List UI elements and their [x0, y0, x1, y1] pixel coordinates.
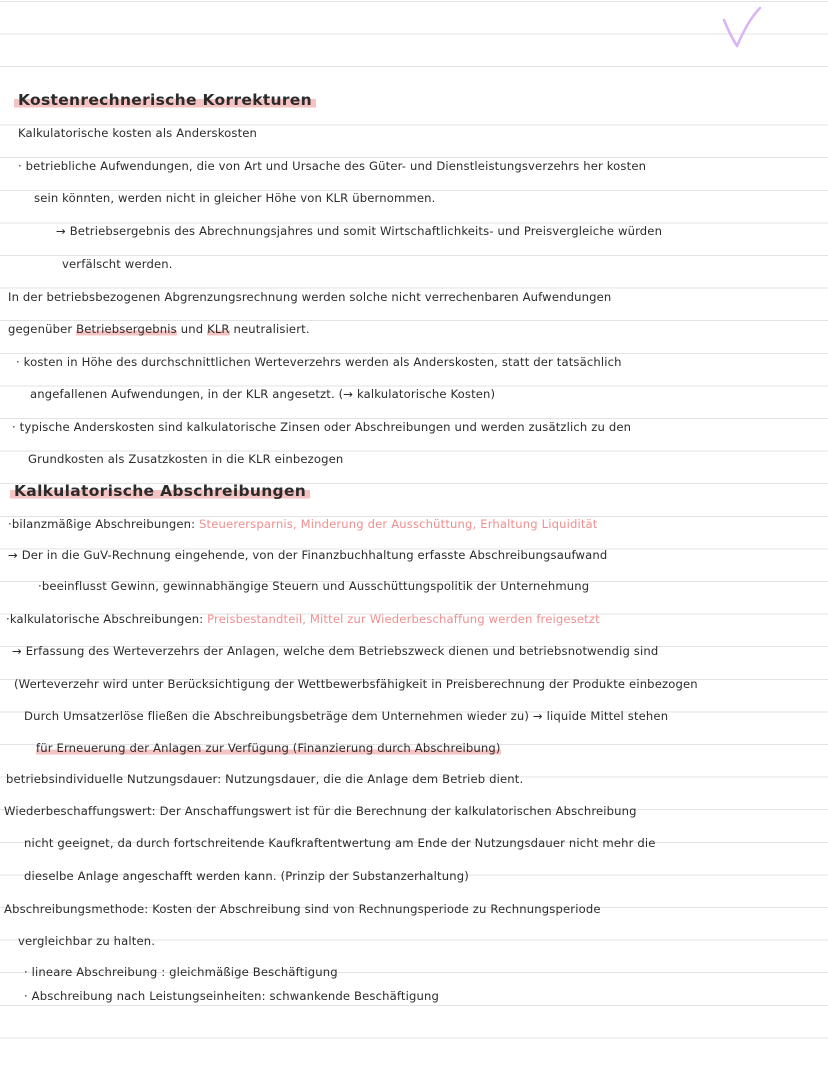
- p1-underline-2: KLR: [207, 322, 230, 336]
- kalk-line-1: → Erfassung des Werteverzehrs der Anlagen, welche dem Betriebszweck dienen und betriebsnotwendig sind: [12, 644, 659, 658]
- section-title-text: Kalkulatorische Abschreibungen: [10, 482, 310, 500]
- abschreibungsmethode-text: Kosten der Abschreibung sind von Rechnungsperiode zu Rechnungsperiode: [152, 902, 601, 916]
- kalk-line: [6, 611, 600, 627]
- wiederbeschaffung-line-2: nicht geeignet, da durch fortschreitende Kaufkraftentwertung am Ende der Nutzungsdauer nicht mehr die: [24, 836, 656, 850]
- wiederbeschaffung-label: Wiederbeschaffungswert:: [4, 804, 156, 818]
- page-title: [14, 90, 316, 110]
- leistung-bullet: · Abschreibung nach Leistungseinheiten: schwankende Beschäftigung: [24, 989, 439, 1003]
- section-title-abschreibungen: [10, 481, 310, 501]
- bilanz-line: [8, 516, 597, 532]
- kalk-line-4: [36, 740, 501, 756]
- kalk-label: ·kalkulatorische Abschreibungen:: [6, 612, 204, 626]
- kalk-line-4-text: für Erneuerung der Anlagen zur Verfügung (Finanzierung durch Abschreibung): [36, 741, 501, 755]
- bullet-1-line-2: sein könnten, werden nicht in gleicher Höhe von KLR übernommen.: [34, 191, 436, 205]
- check-mark-icon: [718, 4, 764, 50]
- bullet-1-line-1: · betriebliche Aufwendungen, die von Art und Ursache des Güter- und Dienstleistungsverzehrs her kosten: [18, 159, 647, 173]
- paragraph-1-line-1: In der betriebsbezogenen Abgrenzungsrechnung werden solche nicht verrechenbaren Aufwendungen: [8, 290, 612, 304]
- bullet-1-arrow-line-1: → Betriebsergebnis des Abrechnungsjahres und somit Wirtschaftlichkeits- und Preisvergleiche würden: [56, 224, 663, 238]
- p1-post: neutralisiert.: [233, 322, 310, 336]
- abschreibungsmethode-line-2: vergleichbar zu halten.: [18, 934, 156, 948]
- nutzungsdauer-label: betriebsindividuelle Nutzungsdauer:: [6, 772, 222, 786]
- section-heading-anderskosten: Kalkulatorische kosten als Anderskosten: [18, 126, 258, 140]
- bullet-3-line-1: · typische Anderskosten sind kalkulatorische Zinsen oder Abschreibungen und werden zusätzlich zu den: [12, 420, 632, 434]
- p1-underline-1: Betriebsergebnis: [76, 322, 177, 336]
- bullet-3-line-2: Grundkosten als Zusatzkosten in die KLR einbezogen: [28, 452, 344, 466]
- linear-bullet: · lineare Abschreibung : gleichmäßige Beschäftigung: [24, 965, 338, 979]
- bilanz-sub-line: ·beeinflusst Gewinn, gewinnabhängige Steuern und Ausschüttungspolitik der Unternehmung: [38, 579, 590, 593]
- p1-mid: und: [180, 322, 204, 336]
- bilanz-pink-text: Steuerersparnis, Minderung der Ausschüttung, Erhaltung Liquidität: [199, 517, 598, 531]
- kalk-pink-text: Preisbestandteil, Mittel zur Wiederbeschaffung werden freigesetzt: [207, 612, 600, 626]
- abschreibungsmethode-label: Abschreibungsmethode:: [4, 902, 149, 916]
- wiederbeschaffung-line-1: [4, 803, 637, 819]
- nutzungsdauer-line: [6, 771, 523, 787]
- kalk-line-2: (Werteverzehr wird unter Berücksichtigung der Wettbewerbsfähigkeit in Preisberechnung der Produkte einbezogen: [14, 677, 698, 691]
- bullet-2-line-2: angefallenen Aufwendungen, in der KLR angesetzt. (→ kalkulatorische Kosten): [30, 387, 496, 401]
- bilanz-arrow-line: → Der in die GuV-Rechnung eingehende, von der Finanzbuchhaltung erfasste Abschreibungsaufwand: [8, 548, 608, 562]
- p1-pre: gegenüber: [8, 322, 73, 336]
- abschreibungsmethode-line-1: [4, 901, 601, 917]
- kalk-line-3: Durch Umsatzerlöse fließen die Abschreibungsbeträge dem Unternehmen wieder zu) → liquide Mittel stehen: [24, 709, 669, 723]
- nutzungsdauer-text: Nutzungsdauer, die die Anlage dem Betrieb dient.: [225, 772, 524, 786]
- wiederbeschaffung-text: Der Anschaffungswert ist für die Berechnung der kalkulatorischen Abschreibung: [159, 804, 637, 818]
- bilanz-label: ·bilanzmäßige Abschreibungen:: [8, 517, 196, 531]
- bullet-2-line-1: · kosten in Höhe des durchschnittlichen Werteverzehrs werden als Anderskosten, statt der tatsächlich: [16, 355, 622, 369]
- paragraph-1-line-2: [8, 321, 310, 337]
- wiederbeschaffung-line-3: dieselbe Anlage angeschafft werden kann. (Prinzip der Substanzerhaltung): [24, 869, 469, 883]
- page-title-text: Kostenrechnerische Korrekturen: [14, 91, 316, 109]
- bullet-1-arrow-line-2: verfälscht werden.: [62, 257, 173, 271]
